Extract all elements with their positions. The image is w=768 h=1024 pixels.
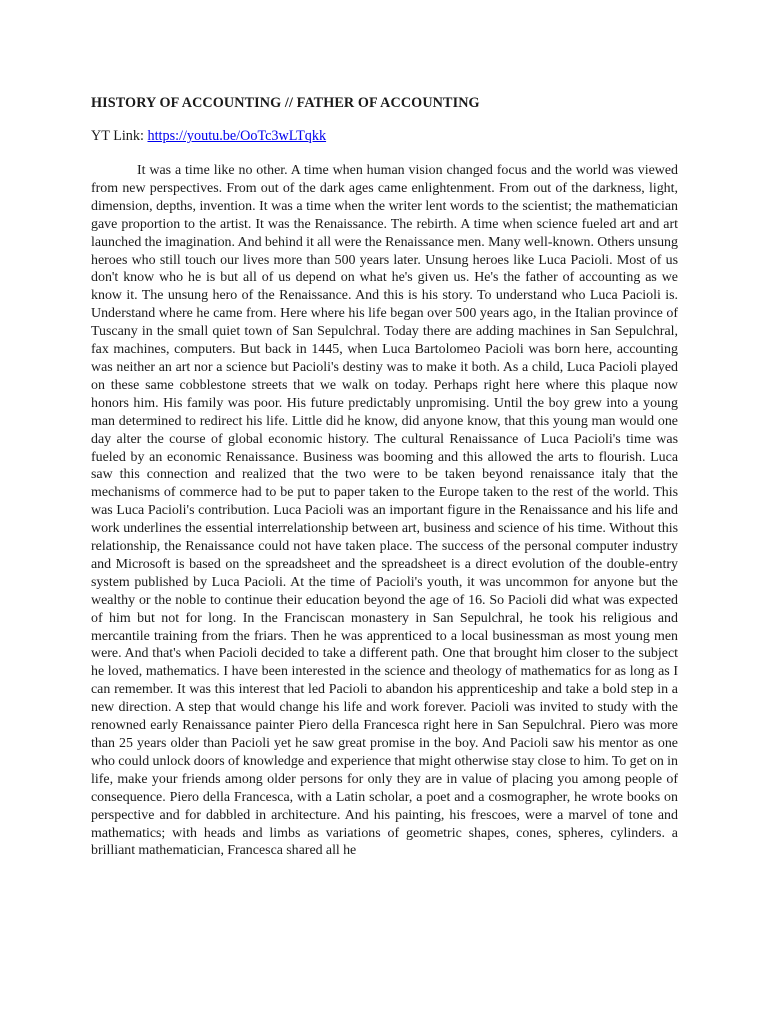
body-paragraph: It was a time like no other. A time when human vision changed focus and the world was viewed from new perspectives. From out of the dark ages came enlightenment. From out of the darkness, light, dimension, depths, invention. It was a time when the writer lent words to the scientist; the mathematician gave proportion to the artist. It was the Renaissance. The rebirth. A time when science fueled art and art launched the imagination. And behind it all were the Renaissance men. Many well-known. Others unsung heroes who still touch our lives more than 500 years later. Unsung heroes like Luca Pacioli. Most of us don't know who he is but all of us depend on what he's given us. He's the father of accounting as we know it. The unsung hero of the Renaissance. And this is his story. To understand who Luca Pacioli is. Understand where he came from. Here where his life began over 500 years ago, in the Italian province of Tuscany in the small quiet town of San Sepulchral. Today there are adding machines in San Sepulchral, fax machines, computers. But back in 1445, when Luca Bartolomeo Pacioli was born here, accounting was neither an art nor a science but Pacioli's destiny was to make it both. As a child, Luca Pacioli played on these same cobblestone streets that we walk on today. Perhaps right here where this plaque now honors him. His family was poor. His future predictably unpromising. Until the boy grew into a young man determined to redirect his life. Little did he know, did anyone know, that this young man would one day alter the course of global economic history. The cultural Renaissance of Luca Pacioli's time was fueled by an economic Renaissance. Business was booming and this allowed the arts to flourish. Luca saw this connection and realized that the two were to be taken beyond renaissance italy that the mechanisms of commerce had to be put to paper taken to the Europe taken to the rest of the world. This was Luca Pacioli's contribution. Luca Pacioli was an important figure in the Renaissance and his life and work underlines the essential interrelationship between art, business and science of his time. Without this relationship, the Renaissance could not have taken place. The success of the personal computer industry and Microsoft is based on the spreadsheet and the spreadsheet is a direct evolution of the double-entry system published by Luca Pacioli. At the time of Pacioli's youth, it was uncommon for anyone but the wealthy or the noble to continue their education beyond the age of 16. So Pacioli did what was expected of him but not for long. In the Franciscan monastery in San Sepulchral, he took his religious and mercantile training from the friars. Then he was apprenticed to a local businessman as most young men were. And that's when Pacioli decided to take a different path. One that brought him closer to the subject he loved, mathematics. I have been interested in the science and theology of mathematics for as long as I can remember. It was this interest that led Pacioli to abandon his apprenticeship and take a bold step in a new direction. A step that would change his life and work forever. Pacioli was invited to study with the renowned early Renaissance painter Piero della Francesca right here in San Sepulchral. Piero was more than 25 years older than Pacioli yet he saw great promise in the boy. And Pacioli saw his mentor as one who could unlock doors of knowledge and experience that might otherwise stay close to him. To get on in life, make your friends among older persons for only they are in value of placing you among people of consequence. Piero della Francesca, with a Latin scholar, a poet and a cosmographer, he wrote books on perspective and for dabbled in architecture. And his painting, his frescoes, were a marvel of tone and mathematics; with heads and limbs as variations of geometric shapes, cones, spheres, cylinders. a brilliant mathematician, Francesca shared all he [91, 163, 678, 859]
youtube-link-label: YT Link: [91, 128, 148, 144]
document-title: HISTORY OF ACCOUNTING // FATHER OF ACCOUNTING [91, 95, 480, 111]
document-page [91, 94, 678, 874]
youtube-link[interactable]: https://youtu.be/OoTc3wLTqkk [147, 128, 327, 144]
youtube-link-line [91, 127, 678, 145]
